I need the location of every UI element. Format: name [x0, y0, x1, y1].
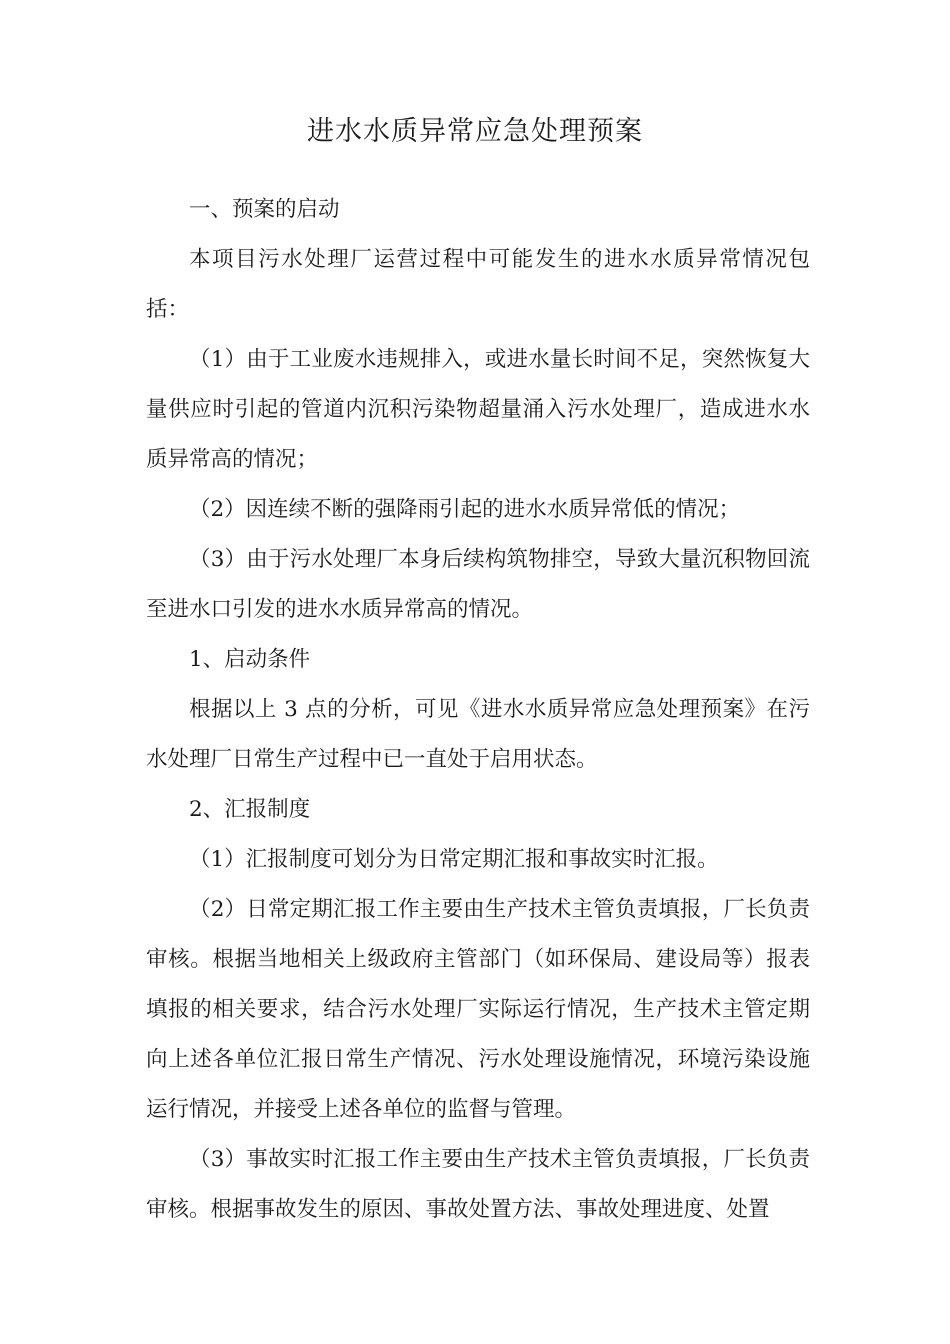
- subheading-reporting-system: 2、汇报制度: [189, 797, 311, 822]
- section-heading-plan-activation: 一、预案的启动: [189, 197, 340, 222]
- paragraph-case-1: （1）由于工业废水违规排入，或进水量长时间不足，突然恢复大量供应时引起的管道内沉积污染物超量涌入污水处理厂，造成进水水质异常高的情况；: [146, 347, 810, 472]
- paragraph-intro: 本项目污水处理厂运营过程中可能发生的进水水质异常情况包括：: [146, 247, 810, 322]
- document-body: [146, 185, 810, 1235]
- paragraph-activation-analysis: 根据以上 3 点的分析，可见《进水水质异常应急处理预案》在污水处理厂日常生产过程中已一直处于启用状态。: [146, 697, 810, 772]
- paragraph-reporting-3: （3）事故实时汇报工作主要由生产技术主管负责填报，厂长负责审核。根据事故发生的原因、事故处置方法、事故处理进度、处置: [146, 1147, 810, 1222]
- subheading-activation-conditions: 1、启动条件: [189, 647, 311, 672]
- paragraph-case-3: （3）由于污水处理厂本身后续构筑物排空，导致大量沉积物回流至进水口引发的进水水质异常高的情况。: [146, 547, 810, 622]
- paragraph-reporting-2: （2）日常定期汇报工作主要由生产技术主管负责填报，厂长负责审核。根据当地相关上级政府主管部门（如环保局、建设局等）报表填报的相关要求，结合污水处理厂实际运行情况，生产技术主管定期向上述各单位汇报日常生产情况、污水处理设施情况，环境污染设施运行情况，并接受上述各单位的监督与管理。: [146, 897, 810, 1122]
- paragraph-reporting-1: （1）汇报制度可划分为日常定期汇报和事故实时汇报。: [189, 847, 719, 872]
- paragraph-case-2: （2）因连续不断的强降雨引起的进水水质异常低的情况；: [189, 497, 741, 522]
- document-title: 进水水质异常应急处理预案: [307, 116, 643, 147]
